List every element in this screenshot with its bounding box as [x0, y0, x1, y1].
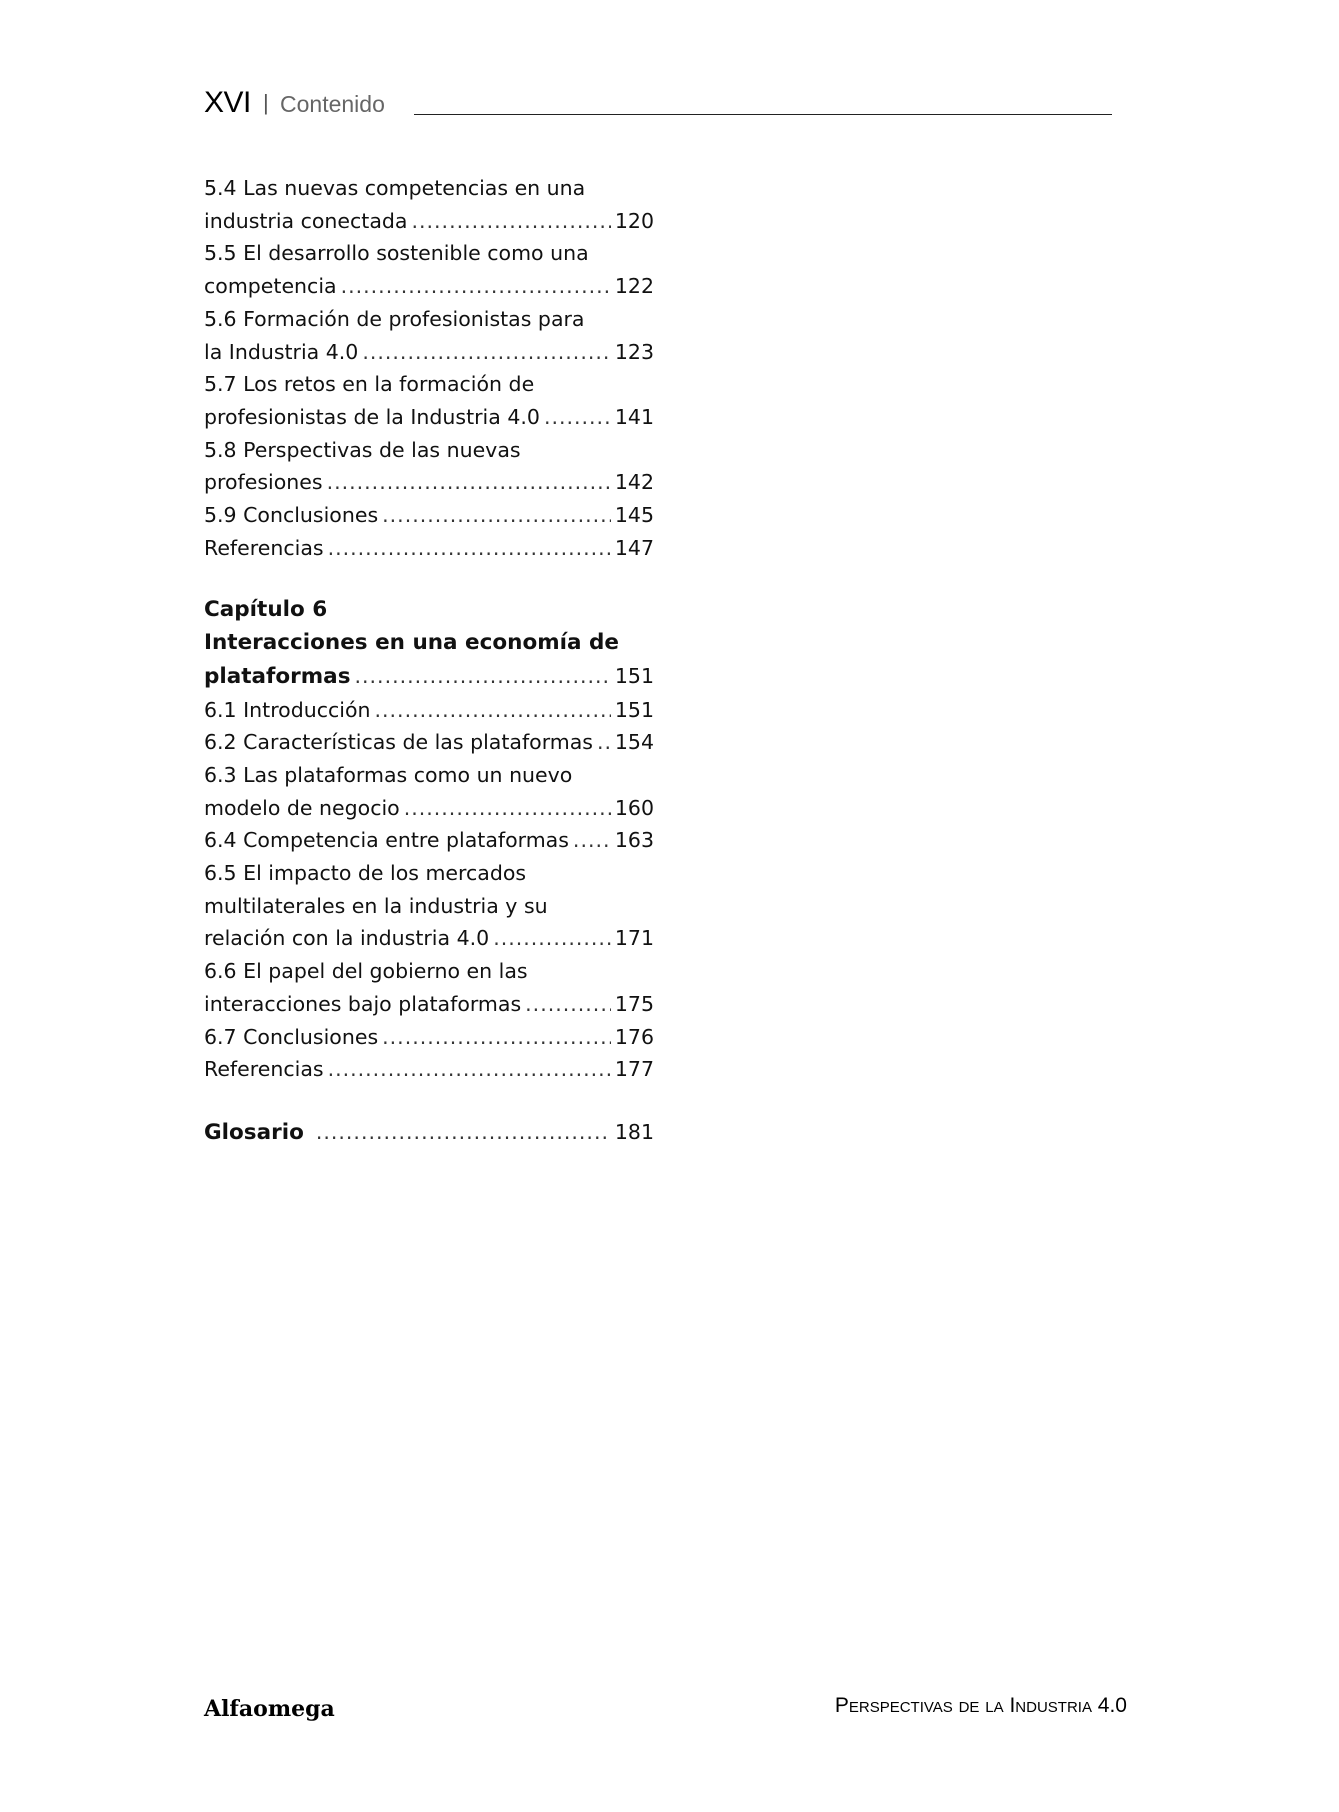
table-of-contents: [204, 172, 654, 1150]
toc-entry-text: 5.6 Formación de profesionistas para: [204, 306, 585, 331]
chapter-title: plataformas: [204, 663, 351, 689]
dot-leader: [328, 1053, 611, 1086]
toc-entry-text: modelo de negocio: [204, 795, 400, 820]
chapter-title: Interacciones en una economía de: [204, 630, 619, 656]
book-title: Perspectivas de la Industria 4.0: [834, 1694, 1127, 1717]
toc-entry-text: 6.4 Competencia entre plataformas: [204, 828, 569, 853]
toc-entry-6-2[interactable]: [204, 726, 654, 759]
toc-entry-6-5[interactable]: [204, 857, 654, 955]
glossary-label: Glosario: [204, 1119, 304, 1145]
toc-page-number: 123: [614, 339, 654, 364]
toc-entry-5-6[interactable]: [204, 303, 654, 368]
toc-entry-glosario[interactable]: [204, 1116, 654, 1150]
dot-leader: [327, 466, 611, 499]
toc-entry-5-4[interactable]: [204, 172, 654, 237]
toc-page-number: 141: [614, 404, 654, 429]
toc-entry-text: profesionistas de la Industria 4.0: [204, 404, 540, 429]
toc-entry-text: 5.8 Perspectivas de las nuevas: [204, 437, 521, 462]
toc-page-number: 176: [614, 1024, 654, 1049]
dot-leader: [355, 660, 611, 693]
toc-entry-6-1[interactable]: [204, 694, 654, 727]
toc-entry-text: multilaterales en la industria y su: [204, 893, 548, 918]
toc-entry-6-4[interactable]: [204, 824, 654, 857]
spacer: [204, 564, 654, 594]
dot-leader: [597, 726, 611, 759]
toc-page-number: 177: [614, 1057, 654, 1082]
toc-page-number: 142: [614, 470, 654, 495]
header-separator: |: [263, 90, 269, 115]
dot-leader: [493, 922, 611, 955]
dot-leader: [328, 532, 611, 565]
toc-entry-text: industria conectada: [204, 208, 408, 233]
dot-leader: [362, 336, 611, 369]
toc-entry-text: 6.6 El papel del gobierno en las: [204, 959, 528, 984]
toc-page-number: 171: [614, 926, 654, 951]
page-number: XVI: [204, 86, 251, 119]
toc-entry-6-7[interactable]: [204, 1021, 654, 1054]
toc-page-number: 122: [614, 274, 654, 299]
toc-entry-5-9[interactable]: [204, 499, 654, 532]
toc-entry-text: relación con la industria 4.0: [204, 926, 490, 951]
toc-page-number: 163: [614, 828, 654, 853]
toc-chapter-6[interactable]: [204, 594, 654, 693]
chapter-label: Capítulo 6: [204, 597, 328, 623]
toc-entry-text: 5.7 Los retos en la formación de: [204, 372, 535, 397]
toc-entry-referencias-5[interactable]: [204, 532, 654, 565]
toc-entry-text: la Industria 4.0: [204, 339, 359, 364]
dot-leader: [404, 792, 611, 825]
toc-entry-6-3[interactable]: [204, 759, 654, 824]
publisher-logo: Alfaomega: [204, 1696, 335, 1722]
spacer: [204, 1086, 654, 1116]
section-title: Contenido: [280, 91, 385, 117]
dot-leader: [573, 824, 611, 857]
toc-entry-text: 5.4 Las nuevas competencias en una: [204, 176, 586, 200]
toc-page-number: 145: [614, 503, 654, 528]
toc-entry-text: 5.9 Conclusiones: [204, 503, 379, 528]
dot-leader: [382, 1021, 611, 1054]
toc-entry-referencias-6[interactable]: [204, 1053, 654, 1086]
toc-entry-text: 6.5 El impacto de los mercados: [204, 861, 527, 886]
toc-entry-text: profesiones: [204, 470, 323, 495]
toc-entry-text: 6.2 Características de las plataformas: [204, 730, 593, 755]
toc-page-number: 181: [614, 1119, 654, 1144]
toc-entry-text: interacciones bajo plataformas: [204, 991, 522, 1016]
toc-entry-text: 6.1 Introducción: [204, 697, 371, 722]
toc-entry-text: 6.3 Las plataformas como un nuevo: [204, 762, 573, 787]
dot-leader: [411, 205, 610, 238]
toc-entry-6-6[interactable]: [204, 955, 654, 1020]
dot-leader: [382, 499, 611, 532]
dot-leader: [316, 1116, 611, 1149]
dot-leader: [544, 401, 611, 434]
toc-entry-text: competencia: [204, 274, 337, 299]
toc-page-number: 151: [614, 663, 654, 688]
toc-page-number: 175: [614, 991, 654, 1016]
toc-entry-text: Referencias: [204, 1057, 324, 1082]
toc-entry-5-8[interactable]: [204, 434, 654, 499]
header-rule: [414, 114, 1112, 115]
toc-page-number: 151: [614, 697, 654, 722]
toc-entry-text: 5.5 El desarrollo sostenible como una: [204, 241, 589, 266]
toc-entry-text: 6.7 Conclusiones: [204, 1024, 379, 1049]
toc-entry-5-7[interactable]: [204, 368, 654, 433]
dot-leader: [341, 270, 611, 303]
toc-page-number: 160: [614, 795, 654, 820]
toc-page-number: 147: [614, 535, 654, 560]
page-header: [204, 84, 1112, 120]
toc-page-number: 120: [614, 208, 654, 233]
toc-entry-5-5[interactable]: [204, 237, 654, 302]
dot-leader: [525, 988, 611, 1021]
toc-entry-text: Referencias: [204, 535, 324, 560]
dot-leader: [375, 694, 611, 727]
toc-page-number: 154: [614, 730, 654, 755]
